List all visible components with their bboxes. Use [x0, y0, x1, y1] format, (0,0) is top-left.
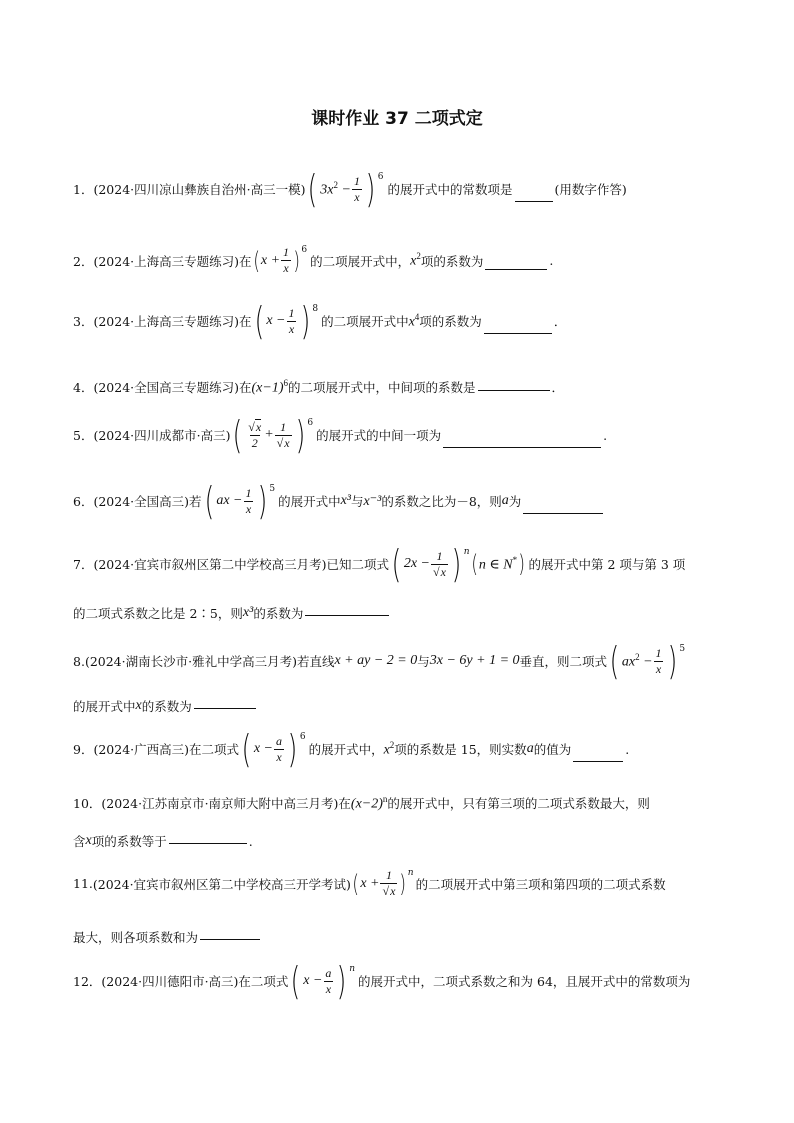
- q6-source: (2024·全国高三)若: [93, 494, 202, 509]
- q5-source: (2024·四川成都市·高三): [93, 428, 231, 443]
- q9-source: (2024·广西高三)在二项式: [93, 742, 239, 757]
- q8-answer-blank[interactable]: [194, 707, 256, 709]
- q8-exponent: 5: [679, 644, 686, 654]
- q1-number: 1．: [73, 182, 94, 197]
- q8-expr-a: $ax^2$ −: [621, 651, 653, 670]
- q8-line-2: 3x − 6y + 1 = 0: [429, 653, 520, 668]
- q9-a: a: [526, 741, 534, 756]
- q8-mid: 与: [417, 654, 430, 669]
- q10-expr: $(x-2)^n$: [350, 794, 388, 812]
- q3-right-paren: ): [300, 299, 310, 343]
- q6-end: 为: [508, 494, 522, 509]
- q7-left-paren: (: [391, 542, 402, 586]
- q1-tail: (用数字作答): [554, 182, 627, 197]
- q9-end: 的值为: [533, 742, 572, 757]
- q7-condition: n ∈ N*: [478, 554, 518, 573]
- q9-answer-blank[interactable]: [573, 760, 623, 762]
- q1-right-paren: ): [365, 167, 376, 211]
- page-title: 课时作业 37 二项式定: [311, 109, 483, 129]
- question-11: [73, 868, 666, 899]
- q11-fraction: $\frac{1}{√x}$: [382, 868, 396, 898]
- question-12: [73, 959, 691, 1003]
- q8-line2b: 的系数为: [141, 699, 192, 714]
- q6-tail: 的系数之比为－8，则: [381, 494, 502, 509]
- q8-line2a: 的展开式中: [73, 699, 136, 714]
- q6-expr-a: ax −: [216, 493, 243, 508]
- question-11-line-2: [73, 928, 262, 946]
- q4-expr: $(x-1)^6$: [251, 378, 288, 396]
- q8-left-paren: (: [609, 639, 620, 683]
- q2-left-paren: (: [252, 246, 260, 275]
- q12-expr-a: x −: [303, 973, 323, 988]
- q11-line2: 最大，则各项系数和为: [73, 930, 199, 945]
- q9-number: 9．: [73, 742, 94, 757]
- q10-after: 的展开式中，只有第三项的二项式系数最大，则: [387, 796, 650, 812]
- q9-fraction: $\frac{a}{x}$: [276, 733, 282, 764]
- q6-mid: 与: [351, 494, 364, 509]
- q4-end: ．: [551, 380, 565, 396]
- q12-number: 12．: [73, 974, 102, 989]
- q1-after: 的展开式中的常数项是: [387, 182, 513, 197]
- q3-end: ．: [553, 314, 567, 329]
- q7-cond-lparen: (: [470, 550, 478, 578]
- q1-left-paren: (: [308, 167, 318, 211]
- q5-exponent: 6: [307, 418, 314, 428]
- question-8: [73, 639, 686, 683]
- question-5: [73, 413, 608, 457]
- q6-exponent: 5: [269, 484, 276, 494]
- q11-number: 11.: [73, 876, 93, 891]
- question-10: [73, 794, 650, 813]
- q9-expr-a: x −: [253, 741, 273, 756]
- q3-answer-blank[interactable]: [484, 332, 552, 334]
- q10-line2a: 含: [73, 834, 86, 849]
- q5-left-paren: (: [233, 413, 243, 457]
- q7-right-paren: ): [451, 542, 462, 586]
- q7-term: x³: [242, 605, 254, 620]
- q7-expr-a: 2x −: [403, 556, 430, 571]
- q2-fraction: $\frac{1}{x}$: [283, 245, 290, 275]
- q6-after: 的展开式中: [278, 494, 341, 509]
- q4-source: (2024·全国高三专题练习)在: [93, 380, 252, 396]
- q11-exponent: n: [407, 868, 414, 878]
- question-4: [73, 378, 564, 397]
- q8-line-1: x + ay − 2 = 0: [334, 653, 418, 668]
- q3-number: 3．: [73, 314, 94, 329]
- q3-tail: 项的系数为: [419, 314, 482, 329]
- q4-answer-blank[interactable]: [478, 389, 550, 391]
- q6-term-2: x⁻³: [363, 493, 382, 509]
- q12-source: (2024·四川德阳市·高三)在二项式: [101, 974, 289, 989]
- q12-left-paren: (: [291, 959, 301, 1003]
- q9-right-paren: ): [287, 727, 298, 771]
- q11-expr-a: x +: [360, 875, 380, 891]
- q5-fraction-1: $\frac{√x}{2}$: [248, 419, 262, 450]
- question-7-line-2: [73, 604, 391, 622]
- q2-term: $x^2$: [410, 251, 421, 269]
- q10-answer-blank[interactable]: [169, 842, 247, 844]
- q1-exponent: 6: [377, 172, 384, 182]
- q11-answer-blank[interactable]: [200, 938, 260, 940]
- q9-term: $x^2$: [383, 739, 395, 758]
- q8-right-paren: ): [667, 639, 677, 683]
- q2-end: .: [549, 253, 554, 268]
- q3-source: (2024·上海高三专题练习)在: [93, 314, 252, 329]
- q3-left-paren: (: [254, 299, 264, 343]
- q5-answer-blank[interactable]: [443, 446, 601, 448]
- q10-line2b: 项的系数等于: [91, 834, 167, 849]
- q4-number: 4．: [73, 380, 94, 396]
- question-10-line-2: [73, 832, 253, 850]
- q12-exponent: n: [349, 964, 356, 974]
- q11-source: (2024·宜宾市叙州区第二中学校高三开学考试): [92, 876, 351, 892]
- q2-source: (2024·上海高三专题练习)在: [93, 253, 252, 269]
- q1-answer-blank[interactable]: [515, 200, 553, 202]
- question-9: [73, 727, 630, 771]
- q12-after: 的展开式中，二项式系数之和为 64，且展开式中的常数项为: [358, 974, 691, 989]
- q10-source: (2024·江苏南京市·南京师大附中高三月考)在: [101, 796, 351, 812]
- q9-after: 的展开式中，: [308, 742, 384, 757]
- q3-after: 的二项展开式中: [321, 314, 409, 329]
- q2-expr-a: x +: [260, 252, 281, 268]
- q2-right-paren: ): [293, 246, 301, 275]
- q11-after: 的二项展开式中第三项和第四项的二项式系数: [415, 876, 666, 892]
- q3-term: $x^4$: [408, 311, 420, 330]
- q5-after: 的展开式的中间一项为: [316, 428, 442, 443]
- q3-expr-a: x −: [266, 313, 286, 328]
- q2-exponent: 6: [301, 245, 308, 255]
- q7-fraction: $\frac{1}{√x}$: [433, 548, 446, 579]
- q2-after: 的二项展开式中，: [310, 253, 411, 269]
- q7-cond-rparen: ): [518, 550, 526, 578]
- q6-term-1: x³: [340, 493, 351, 508]
- q8-source: (2024·湖南长沙市·雅礼中学高三月考)若直线: [84, 654, 335, 669]
- q4-after: 的二项展开式中，中间项的系数是: [288, 380, 476, 396]
- q1-source: (2024·四川凉山彝族自治州·高三一模): [93, 182, 306, 197]
- q6-left-paren: (: [204, 479, 214, 523]
- q8-after: 垂直，则二项式: [519, 654, 608, 669]
- q5-number: 5．: [73, 428, 94, 443]
- q6-number: 6．: [73, 494, 94, 509]
- q7-line2a: 的二项式系数之比是 2∶5，则: [73, 606, 243, 621]
- q5-fraction-2: $\frac{1}{√x}$: [276, 419, 290, 450]
- question-8-line-2: [73, 697, 258, 715]
- q12-right-paren: ): [337, 959, 347, 1003]
- q11-left-paren: (: [352, 869, 359, 898]
- q3-fraction: $\frac{1}{x}$: [288, 305, 295, 336]
- q10-number: 10．: [73, 796, 102, 812]
- q5-right-paren: ): [295, 413, 305, 457]
- q7-line2b: 的系数为: [253, 606, 304, 621]
- q9-exponent: 6: [299, 732, 306, 742]
- q1-expr-a: $3x^2$ −: [320, 179, 351, 198]
- q6-right-paren: ): [257, 479, 267, 523]
- q2-tail: 项的系数为: [420, 253, 484, 269]
- q7-after: 的展开式中第 2 项与第 3 项: [528, 557, 686, 572]
- q1-fraction: $\frac{1}{x}$: [353, 173, 360, 204]
- q12-fraction: $\frac{a}{x}$: [325, 965, 332, 996]
- q3-exponent: 8: [312, 304, 319, 314]
- question-6: [73, 479, 605, 523]
- q7-answer-blank[interactable]: [305, 614, 389, 616]
- q6-answer-blank[interactable]: [523, 512, 603, 514]
- q2-number: 2．: [73, 253, 94, 269]
- question-2: [73, 245, 553, 276]
- question-7: [73, 542, 686, 586]
- q5-plus: +: [264, 427, 274, 442]
- q2-answer-blank[interactable]: [485, 268, 547, 270]
- q9-left-paren: (: [241, 727, 252, 771]
- q8-fraction: $\frac{1}{x}$: [655, 645, 662, 676]
- q9-dot: .: [625, 741, 630, 757]
- q10-end: .: [248, 833, 253, 849]
- q11-right-paren: ): [399, 869, 407, 898]
- q6-fraction: $\frac{1}{x}$: [245, 485, 252, 516]
- q10-term: x: [85, 833, 92, 848]
- q9-tail: 项的系数是 15，则实数: [394, 742, 527, 757]
- question-3: [73, 299, 567, 343]
- question-1: [73, 167, 627, 211]
- q6-a: a: [501, 493, 509, 508]
- q7-exponent: n: [463, 547, 470, 557]
- q7-number: 7．: [73, 557, 94, 572]
- q8-term: x: [135, 698, 142, 713]
- q5-end: .: [603, 427, 608, 443]
- q8-number: 8.: [73, 653, 85, 669]
- q7-source: (2024·宜宾市叙州区第二中学校高三月考)已知二项式: [93, 557, 389, 572]
